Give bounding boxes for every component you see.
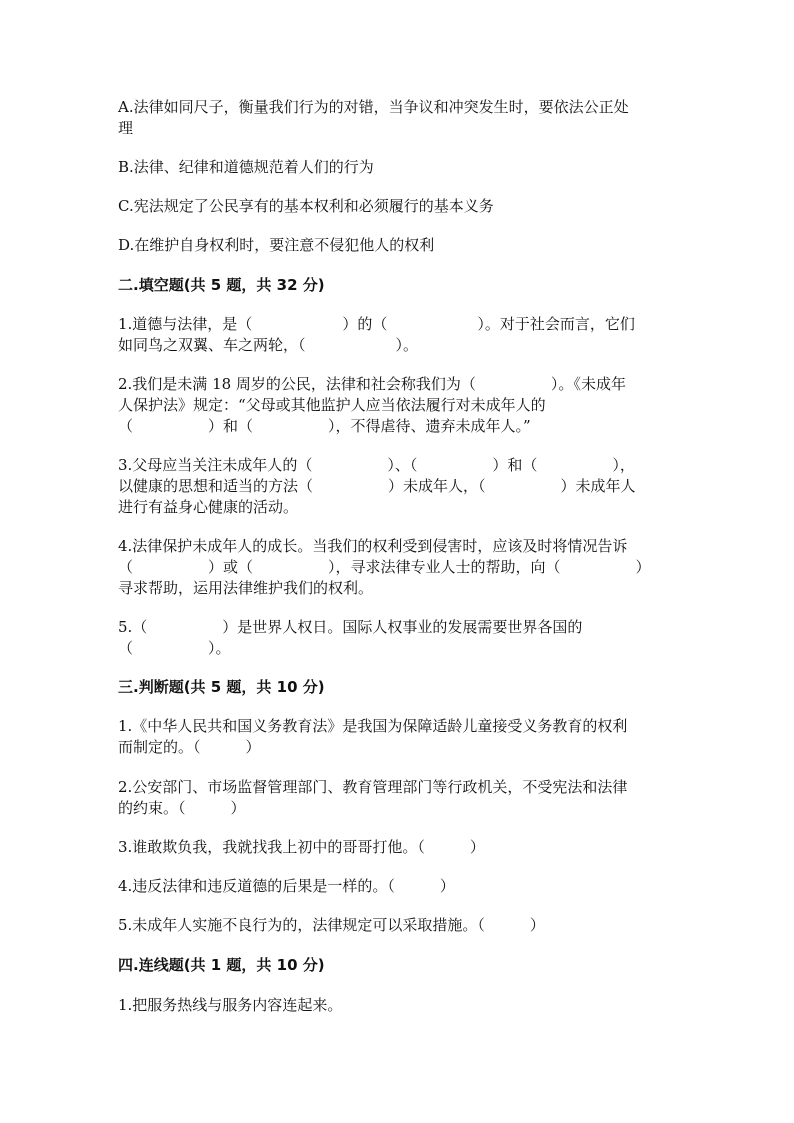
fill-q2-line-3: （ ）和（ ），不得虐待、遗弃未成年人。” <box>118 417 531 435</box>
fill-q4-line-1: 4.法律保护未成年人的成长。当我们的权利受到侵害时，应该及时将情况告诉 <box>118 537 628 555</box>
judge-q5: 5.未成年人实施不良行为的，法律规定可以采取措施。（ ） <box>118 916 545 934</box>
fill-q3-line-3: 进行有益身心健康的活动。 <box>118 498 299 516</box>
fill-q1-line-2: 如同鸟之双翼、车之两轮，（ ）。 <box>118 336 419 354</box>
fill-q4-line-2: （ ）或（ ），寻求法律专业人士的帮助，向（ ） <box>118 558 651 576</box>
matching-q1: 1.把服务热线与服务内容连起来。 <box>118 996 343 1014</box>
judge-q3: 3.谁敢欺负我，我就找我上初中的哥哥打他。（ ） <box>118 838 485 856</box>
fill-q2-line-1: 2.我们是未满 18 周岁的公民，法律和社会称我们为（ ）。《未成年 <box>118 375 626 393</box>
section-matching-heading: 四.连线题(共 1 题，共 10 分) <box>118 956 325 974</box>
section-true-false-heading: 三.判断题(共 5 题，共 10 分) <box>118 678 325 696</box>
judge-q2-line-2: 的约束。（ ） <box>118 799 246 817</box>
option-a-line-2: 理 <box>118 119 134 137</box>
section-fill-blank-heading: 二.填空题(共 5 题，共 32 分) <box>118 276 325 294</box>
fill-q3-line-2: 以健康的思想和适当的方法（ ）未成年人，（ ）未成年人 <box>118 477 636 495</box>
fill-q2-line-2: 人保护法》规定：“父母或其他监护人应当依法履行对未成年人的 <box>118 396 546 414</box>
fill-q4-line-3: 寻求帮助，运用法律维护我们的权利。 <box>118 579 374 597</box>
judge-q4: 4.违反法律和违反道德的后果是一样的。（ ） <box>118 877 455 895</box>
option-b: B.法律、纪律和道德规范着人们的行为 <box>118 158 374 176</box>
option-c: C.宪法规定了公民享有的基本权利和必须履行的基本义务 <box>118 197 494 215</box>
fill-q5-line-1: 5.（ ）是世界人权日。国际人权事业的发展需要世界各国的 <box>118 618 583 636</box>
judge-q1-line-2: 而制定的。（ ） <box>118 738 261 756</box>
judge-q1-line-1: 1.《中华人民共和国义务教育法》是我国为保障适龄儿童接受义务教育的权利 <box>118 717 628 735</box>
option-d: D.在维护自身权利时，要注意不侵犯他人的权利 <box>118 236 435 254</box>
fill-q3-line-1: 3.父母应当关注未成年人的（ ）、（ ）和（ ）， <box>118 456 635 474</box>
judge-q2-line-1: 2.公安部门、市场监督管理部门、教育管理部门等行政机关，不受宪法和法律 <box>118 778 628 796</box>
option-a-line-1: A.法律如同尺子，衡量我们行为的对错，当争议和冲突发生时，要依法公正处 <box>118 98 629 116</box>
fill-q1-line-1: 1.道德与法律，是（ ）的（ ）。对于社会而言，它们 <box>118 315 635 333</box>
fill-q5-line-2: （ ）。 <box>118 639 231 657</box>
